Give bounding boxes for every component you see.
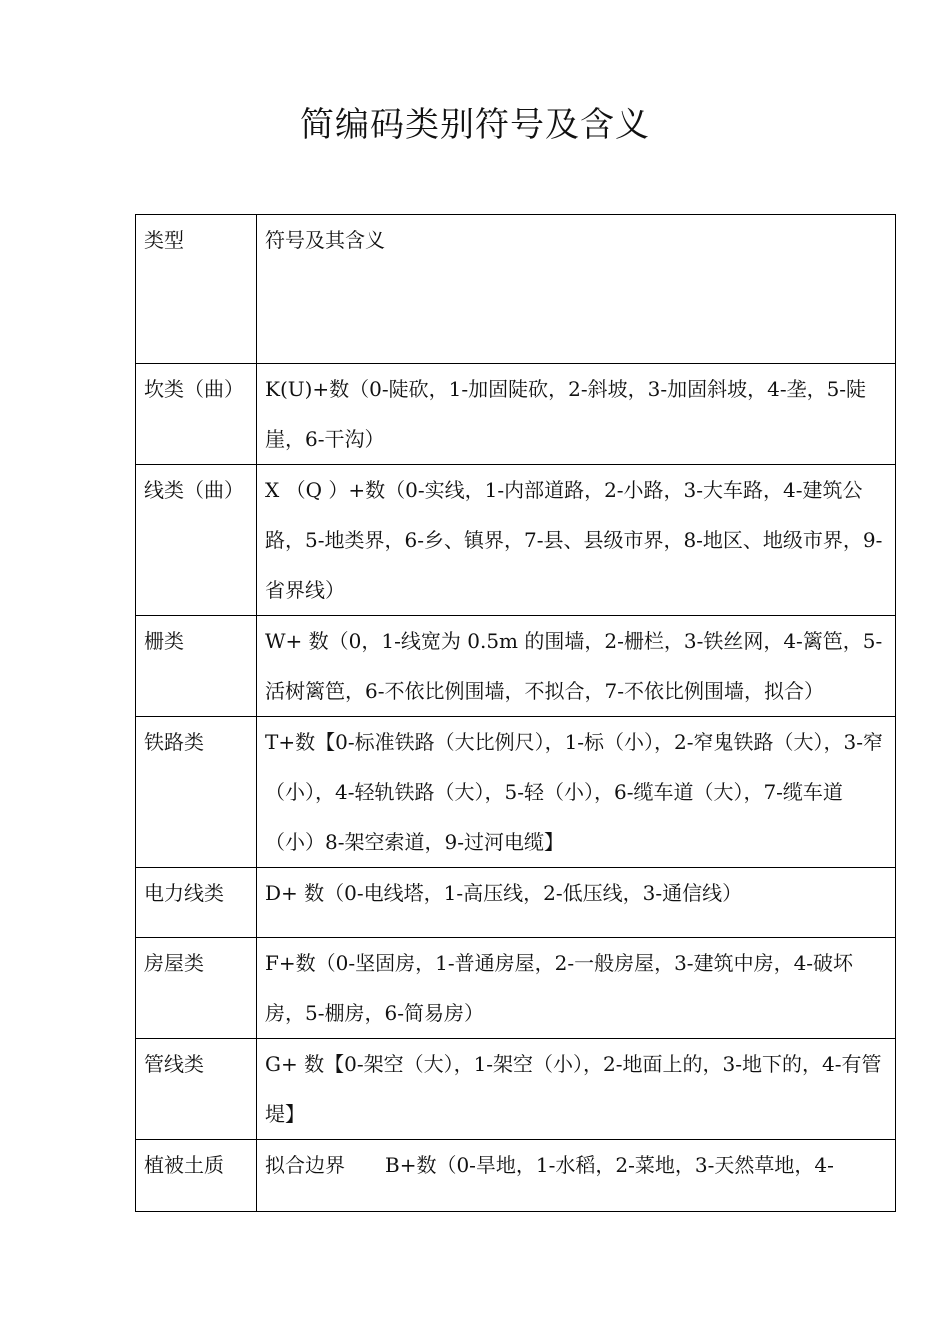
row-meaning-cell: D+ 数（0-电线塔，1-高压线，2-低压线，3-通信线） xyxy=(257,868,896,938)
row-type-cell: 管线类 xyxy=(136,1039,257,1140)
table-row xyxy=(136,868,896,938)
row-type-cell: 坎类（曲） xyxy=(136,364,257,465)
table-row xyxy=(136,717,896,868)
page-title: 简编码类别符号及含义 xyxy=(300,105,650,145)
table-header-row xyxy=(136,215,896,364)
symbol-code-table xyxy=(135,214,896,1212)
row-meaning-cell: X （Q ）+数（0-实线，1-内部道路，2-小路，3-大车路，4-建筑公路，5-地类界，6-乡、镇界，7-县、县级市界，8-地区、地级市界，9-省界线） xyxy=(257,465,896,616)
row-meaning-cell: K(U)+数（0-陡砍，1-加固陡砍，2-斜坡，3-加固斜坡，4-垄，5-陡崖，6-干沟） xyxy=(257,364,896,465)
row-type-cell: 线类（曲） xyxy=(136,465,257,616)
row-meaning-cell: W+ 数（0，1-线宽为 0.5m 的围墙，2-栅栏，3-铁丝网，4-篱笆，5-活树篱笆，6-不依比例围墙，不拟合，7-不依比例围墙，拟合） xyxy=(257,616,896,717)
row-meaning-cell: G+ 数【0-架空（大），1-架空（小），2-地面上的，3-地下的，4-有管堤】 xyxy=(257,1039,896,1140)
table-row xyxy=(136,1140,896,1212)
row-type-cell: 栅类 xyxy=(136,616,257,717)
row-type-cell: 植被土质 xyxy=(136,1140,257,1212)
header-meaning-cell: 符号及其含义 xyxy=(257,215,896,364)
table-row xyxy=(136,364,896,465)
table-row xyxy=(136,1039,896,1140)
row-meaning-cell: 拟合边界 B+数（0-旱地，1-水稻，2-菜地，3-天然草地，4- xyxy=(257,1140,896,1212)
table-row xyxy=(136,938,896,1039)
row-type-cell: 房屋类 xyxy=(136,938,257,1039)
table-row xyxy=(136,465,896,616)
row-meaning-cell: T+数【0-标准铁路（大比例尺），1-标（小），2-窄鬼铁路（大），3-窄（小），4-轻轨铁路（大），5-轻（小），6-缆车道（大），7-缆车道（小）8-架空索道，9-过河电缆】 xyxy=(257,717,896,868)
table-row xyxy=(136,616,896,717)
row-type-cell: 电力线类 xyxy=(136,868,257,938)
row-type-cell: 铁路类 xyxy=(136,717,257,868)
header-type-cell: 类型 xyxy=(136,215,257,364)
row-meaning-cell: F+数（0-坚固房，1-普通房屋，2-一般房屋，3-建筑中房，4-破坏房，5-棚房，6-简易房） xyxy=(257,938,896,1039)
